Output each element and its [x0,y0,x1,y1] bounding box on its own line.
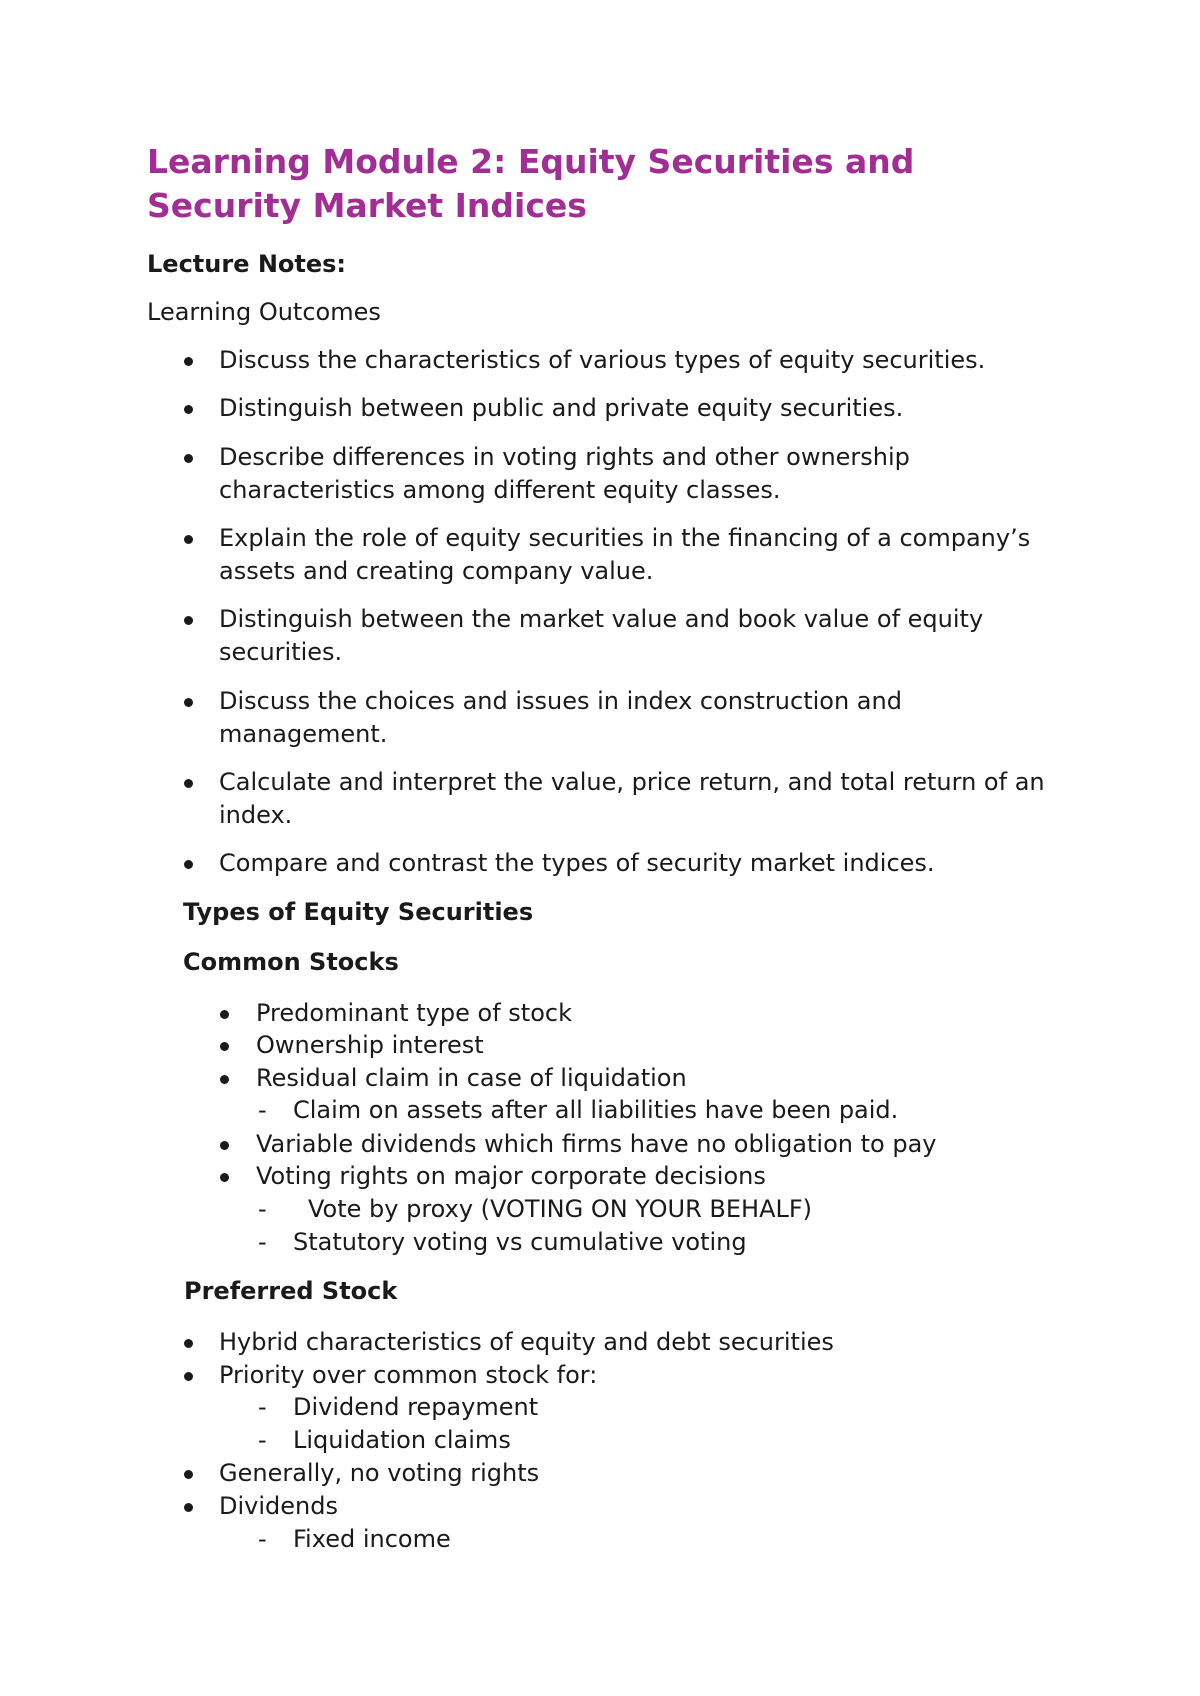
bullet-icon [220,1141,229,1150]
common-subitem: Statutory voting vs cumulative voting [293,1228,747,1256]
outcome-item: Discuss the choices and issues in index construction and [219,687,902,715]
preferred-item: Priority over common stock for: [219,1361,598,1389]
preferred-subitem: Fixed income [293,1525,451,1553]
common-item: Voting rights on major corporate decisions [256,1162,766,1190]
preferred-subitem: Liquidation claims [293,1426,511,1454]
dash-marker: - [258,1393,267,1421]
bullet-icon [184,1470,193,1479]
dash-marker: - [258,1096,267,1124]
types-heading: Types of Equity Securities [183,898,534,926]
dash-marker: - [258,1525,267,1553]
dash-marker: - [258,1228,267,1256]
bullet-icon [220,1075,229,1084]
common-subitem: Claim on assets after all liabilities have been paid. [293,1096,899,1124]
outcome-item-continued: assets and creating company value. [219,557,654,585]
outcome-item-continued: characteristics among different equity classes. [219,476,781,504]
outcome-item: Distinguish between public and private equity securities. [219,394,904,422]
preferred-item: Generally, no voting rights [219,1459,540,1487]
outcome-item-continued: securities. [219,638,343,666]
outcome-item: Describe differences in voting rights and other ownership [219,443,910,471]
common-stocks-heading: Common Stocks [183,948,399,976]
outcome-item-continued: management. [219,720,388,748]
bullet-icon [184,405,193,414]
outcome-item-continued: index. [219,801,293,829]
bullet-icon [184,357,193,366]
title-line-1: Learning Module 2: Equity Securities and [147,142,915,181]
bullet-icon [184,1372,193,1381]
outcome-item: Compare and contrast the types of security market indices. [219,849,935,877]
outcome-item: Calculate and interpret the value, price return, and total return of an [219,768,1045,796]
common-item: Residual claim in case of liquidation [256,1064,687,1092]
dash-marker: - [258,1195,267,1223]
title-line-2: Security Market Indices [147,186,587,225]
preferred-stock-heading: Preferred Stock [184,1277,398,1305]
lecture-notes-label: Lecture Notes: [147,250,347,278]
bullet-icon [220,1173,229,1182]
outcome-item: Explain the role of equity securities in the financing of a company’s [219,524,1031,552]
preferred-item: Hybrid characteristics of equity and debt securities [219,1328,834,1356]
bullet-icon [184,616,193,625]
common-item: Variable dividends which firms have no obligation to pay [256,1130,937,1158]
preferred-item: Dividends [219,1492,338,1520]
bullet-icon [184,454,193,463]
bullet-icon [220,1010,229,1019]
preferred-subitem: Dividend repayment [293,1393,539,1421]
outcome-item: Discuss the characteristics of various types of equity securities. [219,346,986,374]
bullet-icon [220,1042,229,1051]
dash-marker: - [258,1426,267,1454]
bullet-icon [184,535,193,544]
bullet-icon [184,1339,193,1348]
outcome-item: Distinguish between the market value and book value of equity [219,605,984,633]
common-item: Predominant type of stock [256,999,572,1027]
page-title [147,140,914,228]
common-item: Ownership interest [256,1031,484,1059]
common-subitem: Vote by proxy (VOTING ON YOUR BEHALF) [308,1195,813,1223]
learning-outcomes-label: Learning Outcomes [147,298,381,326]
bullet-icon [184,860,193,869]
bullet-icon [184,698,193,707]
bullet-icon [184,1503,193,1512]
bullet-icon [184,779,193,788]
